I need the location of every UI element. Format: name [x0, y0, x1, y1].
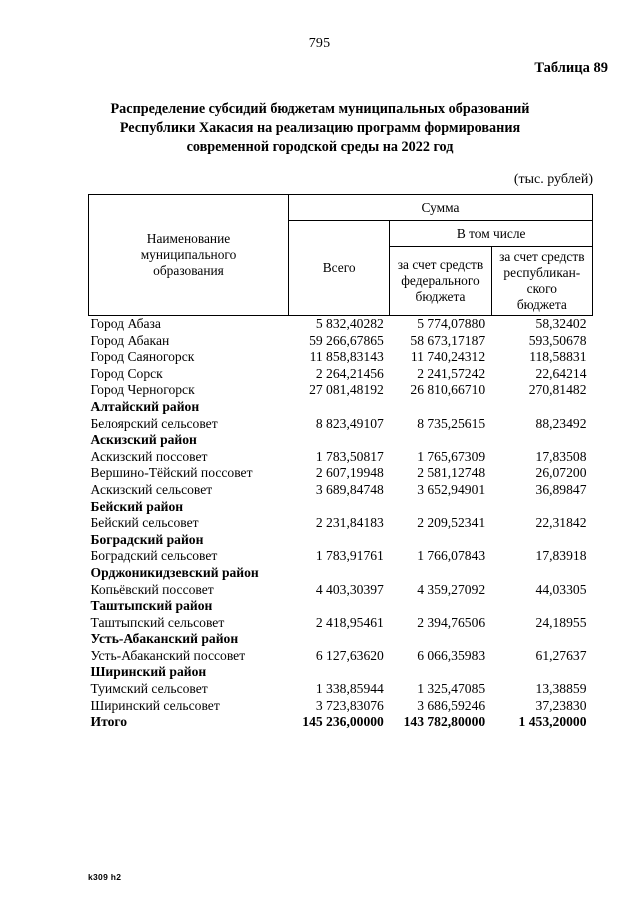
table-header	[89, 195, 593, 316]
cell-name: Город Абаза	[89, 316, 289, 333]
table-row-group	[89, 532, 593, 549]
table-row	[89, 449, 593, 466]
table-row	[89, 349, 593, 366]
cell-total: 1 338,85944	[315, 681, 384, 697]
cell-republic: 13,38859	[535, 681, 587, 697]
cell-total	[289, 532, 390, 549]
table-row	[89, 382, 593, 399]
header-republic-line-2: республикан-	[503, 265, 581, 280]
cell-total: 2 607,19948	[315, 465, 384, 481]
cell-total	[289, 499, 390, 516]
table-row-group	[89, 399, 593, 416]
table-row	[89, 416, 593, 433]
table-label: Таблица 89	[534, 60, 608, 76]
cell-total: 1 783,91761	[315, 548, 384, 564]
table-row-group	[89, 664, 593, 681]
cell-total: 3 723,83076	[315, 697, 384, 713]
cell-total	[289, 399, 390, 416]
cell-republic: 44,03305	[535, 581, 587, 597]
cell-name: Усть-Абаканский поссовет	[90, 647, 246, 663]
cell-name: Копьёвский поссовет	[90, 581, 214, 597]
cell-federal: 2 209,52341	[417, 515, 486, 531]
cell-federal: 3 652,94901	[417, 481, 486, 497]
cell-republic	[491, 664, 592, 681]
cell-name: Итого	[90, 714, 127, 730]
cell-total	[289, 432, 390, 449]
cell-republic: 270,81482	[528, 382, 587, 398]
cell-federal	[390, 565, 491, 582]
cell-republic	[491, 565, 592, 582]
column-header-total: Всего	[289, 221, 390, 316]
cell-total	[289, 565, 390, 582]
table-row	[89, 333, 593, 350]
cell-name: Таштыпский район	[90, 598, 213, 614]
cell-republic: 593,50678	[528, 332, 587, 348]
cell-total: 59 266,67865	[309, 332, 384, 348]
cell-total: 1 783,50817	[315, 448, 384, 464]
cell-federal: 2 581,12748	[417, 465, 486, 481]
table-row	[89, 316, 593, 333]
cell-name: Алтайский район	[90, 398, 200, 414]
cell-republic: 1 453,20000	[518, 714, 587, 730]
cell-federal	[390, 631, 491, 648]
cell-name: Усть-Абаканский район	[90, 631, 239, 647]
cell-federal: 11 740,24312	[410, 349, 486, 365]
cell-name: Туимский сельсовет	[90, 681, 208, 697]
cell-republic: 17,83508	[535, 448, 587, 464]
table-row-group	[89, 499, 593, 516]
header-republic-line-3: ского	[526, 281, 557, 296]
cell-federal: 58 673,17187	[410, 332, 486, 348]
cell-total: 5 832,40282	[289, 316, 390, 333]
cell-federal	[390, 532, 491, 549]
cell-federal: 8 735,25615	[417, 415, 486, 431]
cell-total: 4 403,30397	[315, 581, 384, 597]
table-row	[89, 615, 593, 632]
header-federal-line-1: за счет средств	[397, 257, 484, 272]
column-header-federal-budget	[390, 247, 491, 316]
title-line-3: современной городской среды на 2022 год	[186, 139, 454, 155]
column-header-republic-budget	[491, 247, 592, 316]
cell-name: Боградский сельсовет	[90, 548, 218, 564]
header-name-line-1: Наименование	[146, 231, 231, 246]
table-row	[89, 648, 593, 665]
header-name-line-3: образования	[153, 263, 224, 278]
cell-name: Вершино-Тёйский поссовет	[90, 465, 253, 481]
cell-federal: 2 394,76506	[417, 614, 486, 630]
cell-republic: 22,31842	[535, 515, 587, 531]
cell-name: Аскизский район	[90, 432, 197, 448]
cell-name: Бейский сельсовет	[90, 515, 199, 531]
table-row	[89, 482, 593, 499]
cell-name: Боградский район	[90, 531, 204, 547]
cell-name: Город Сорск	[90, 365, 163, 381]
cell-total	[289, 631, 390, 648]
cell-republic	[491, 598, 592, 615]
cell-total: 2 231,84183	[315, 515, 384, 531]
cell-republic: 58,32402	[491, 316, 592, 333]
cell-name: Ширинский район	[90, 664, 207, 680]
table-row	[89, 548, 593, 565]
table-row-group	[89, 631, 593, 648]
cell-republic: 26,07200	[535, 465, 587, 481]
cell-republic	[491, 432, 592, 449]
cell-total	[289, 664, 390, 681]
cell-total: 8 823,49107	[315, 415, 384, 431]
title-line-2: Республики Хакасия на реализацию программ формирования	[119, 120, 521, 136]
cell-name: Белоярский сельсовет	[90, 415, 218, 431]
cell-federal: 3 686,59246	[417, 697, 486, 713]
cell-republic: 36,89847	[535, 481, 587, 497]
table-row-total	[89, 714, 593, 731]
table-row	[89, 698, 593, 715]
table-row-group	[89, 565, 593, 582]
header-federal-line-2: федерального	[401, 273, 480, 288]
cell-total: 145 236,00000	[302, 714, 384, 730]
cell-federal	[390, 432, 491, 449]
table-body	[89, 316, 593, 731]
cell-republic: 118,58831	[529, 349, 587, 365]
cell-total	[289, 598, 390, 615]
table-row-group	[89, 432, 593, 449]
cell-name: Аскизский сельсовет	[90, 481, 213, 497]
table-row	[89, 515, 593, 532]
cell-name: Город Черногорск	[90, 382, 195, 398]
cell-total: 2 264,21456	[315, 365, 384, 381]
cell-federal: 4 359,27092	[417, 581, 486, 597]
cell-federal: 26 810,66710	[410, 382, 486, 398]
cell-name: Орджоникидзевский район	[90, 564, 259, 580]
footer-code: k309 h2	[88, 872, 122, 882]
header-republic-line-4: бюджета	[516, 297, 567, 312]
header-federal-line-3: бюджета	[415, 289, 466, 304]
cell-republic	[491, 631, 592, 648]
cell-total: 3 689,84748	[315, 481, 384, 497]
cell-name: Город Абакан	[90, 332, 170, 348]
document-title	[60, 100, 580, 157]
cell-federal: 143 782,80000	[403, 714, 486, 730]
budget-table-wrapper	[88, 194, 593, 731]
table-row	[89, 681, 593, 698]
cell-republic	[491, 399, 592, 416]
cell-republic: 88,23492	[535, 415, 587, 431]
cell-federal	[390, 499, 491, 516]
cell-federal: 5 774,07880	[390, 316, 491, 333]
cell-republic: 37,23830	[535, 697, 587, 713]
table-row	[89, 465, 593, 482]
title-line-1: Распределение субсидий бюджетам муниципальных образований	[110, 101, 530, 117]
cell-republic	[491, 499, 592, 516]
page-number: 795	[308, 36, 331, 51]
cell-federal	[390, 598, 491, 615]
cell-name: Аскизский поссовет	[90, 448, 208, 464]
budget-table	[88, 194, 593, 731]
column-header-name	[89, 195, 289, 316]
cell-federal: 6 066,35983	[417, 647, 486, 663]
table-row	[89, 366, 593, 383]
cell-federal: 1 766,07843	[417, 548, 486, 564]
cell-republic: 24,18955	[535, 614, 587, 630]
cell-name: Город Саяногорск	[90, 349, 195, 365]
cell-federal	[390, 664, 491, 681]
cell-republic: 22,64214	[535, 365, 587, 381]
header-republic-line-1: за счет средств	[499, 249, 585, 264]
cell-federal: 2 241,57242	[417, 365, 486, 381]
units-note: (тыс. рублей)	[513, 172, 593, 187]
cell-name: Бейский район	[90, 498, 184, 514]
cell-name: Таштыпский сельсовет	[90, 614, 225, 630]
cell-federal	[390, 399, 491, 416]
cell-federal: 1 765,67309	[417, 448, 486, 464]
cell-republic	[491, 532, 592, 549]
cell-total: 11 858,83143	[309, 349, 384, 365]
header-row-1	[89, 195, 593, 221]
cell-republic: 17,83918	[535, 548, 587, 564]
cell-total: 6 127,63620	[315, 647, 384, 663]
header-name-line-2: муниципального	[140, 247, 237, 262]
column-header-sum: Сумма	[289, 195, 593, 221]
column-header-among-which: В том числе	[390, 221, 593, 247]
table-row	[89, 582, 593, 599]
cell-republic: 61,27637	[535, 647, 587, 663]
cell-total: 2 418,95461	[315, 614, 384, 630]
cell-name: Ширинский сельсовет	[90, 697, 220, 713]
table-row-group	[89, 598, 593, 615]
cell-total: 27 081,48192	[309, 382, 384, 398]
cell-federal: 1 325,47085	[417, 681, 486, 697]
